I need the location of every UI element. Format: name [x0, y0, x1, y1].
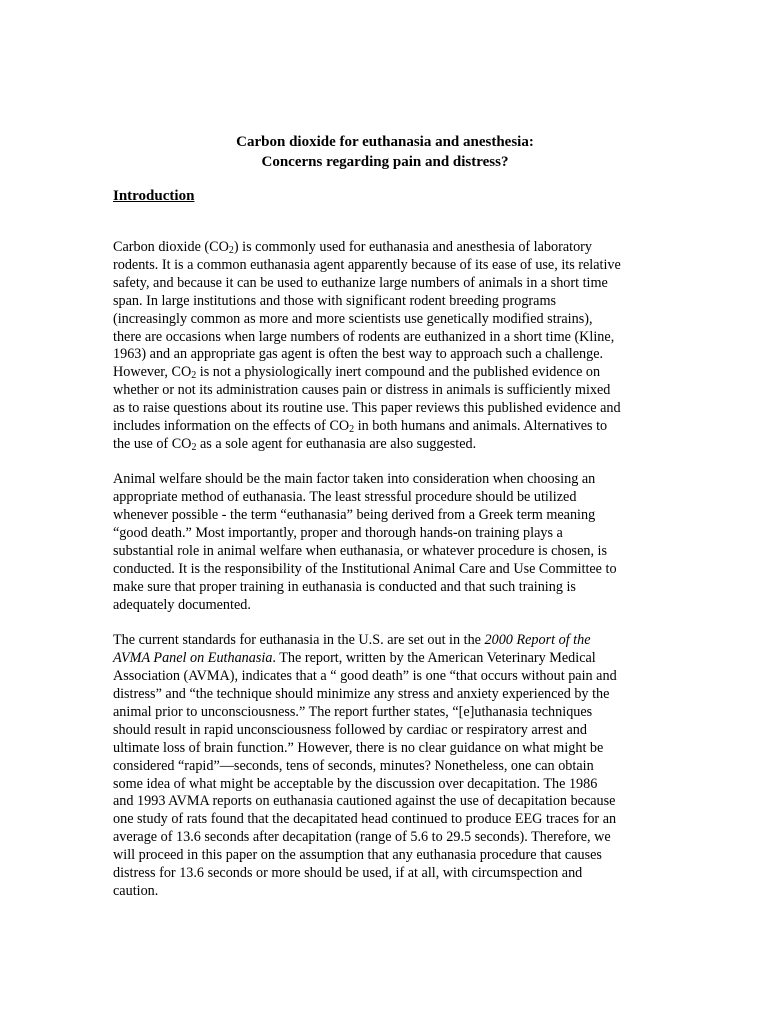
text-fragment: The current standards for euthanasia in the U.S. are set out in the: [113, 632, 485, 649]
text-line: safety, and because it can be used to euthanize large numbers of animals in a short time: [113, 274, 608, 291]
co2-symbol: CO: [171, 435, 192, 452]
text-line: [113, 436, 658, 454]
document-title: [0, 132, 770, 172]
co2-symbol: CO: [209, 239, 229, 255]
text-line: Animal welfare should be the main factor taken into consideration when choosing an: [113, 471, 596, 488]
text-line: [113, 650, 658, 668]
text-line: ultimate loss of brain function.” However, there is no clear guidance on what might be: [113, 739, 604, 756]
text-line: adequately documented.: [113, 596, 251, 613]
text-line: caution.: [113, 883, 159, 899]
text-line: there are occasions when large numbers of rodents are euthanized in a short time (Kline,: [113, 328, 615, 345]
paragraph-2: [113, 471, 658, 614]
co2-formula: [172, 436, 197, 452]
text-line: some idea of what might be acceptable by the discussion over decapitation. The 1986: [113, 775, 598, 792]
title-line-1: Carbon dioxide for euthanasia and anesthesia:: [236, 134, 534, 150]
text-line: appropriate method of euthanasia. The least stressful procedure should be utilized: [113, 489, 577, 506]
co2-subscript: 2: [191, 370, 197, 382]
paragraph-1: [113, 239, 658, 454]
text-fragment: in both humans and animals. Alternatives to: [354, 418, 608, 435]
text-line: “good death.” Most importantly, proper and thorough hands-on training plays a: [113, 525, 563, 542]
text-line: make sure that proper training in euthanasia is conducted and that such training is: [113, 578, 576, 595]
text-fragment: is not a physiologically inert compound and the published evidence on: [196, 364, 601, 381]
text-line: 1963) and an appropriate gas agent is often the best way to approach such a challenge.: [113, 346, 604, 363]
document-body: [113, 239, 658, 919]
text-line: should result in rapid unconsciousness followed by cardiac or respiratory arrest and: [113, 721, 587, 738]
text-fragment: as a sole agent for euthanasia are also suggested.: [196, 435, 477, 452]
co2-subscript: 2: [228, 245, 234, 256]
co2-symbol: CO: [171, 364, 192, 381]
paragraph-3: [113, 632, 658, 901]
co2-symbol: CO: [329, 418, 350, 435]
co2-formula: [329, 418, 354, 434]
text-line: considered “rapid”—seconds, tens of seconds, minutes? Nonetheless, one can obtain: [113, 757, 594, 774]
text-line: [113, 632, 658, 650]
title-line-2: Concerns regarding pain and distress?: [261, 154, 509, 170]
text-line: and 1993 AVMA reports on euthanasia cautioned against the use of decapitation because: [113, 793, 616, 810]
text-fragment: ) is commonly used for euthanasia and anesthesia of laboratory: [233, 239, 592, 255]
text-fragment: includes information on the effects of: [113, 418, 330, 435]
report-title-italic: 2000 Report of the: [484, 632, 591, 649]
text-line: whenever possible - the term “euthanasia” being derived from a Greek term meaning: [113, 507, 596, 524]
text-line: animal prior to unconsciousness.” The report further states, “[e]uthanasia techniques: [113, 703, 593, 720]
text-line: span. In large institutions and those with significant rodent breeding programs: [113, 292, 557, 309]
text-line: substantial role in animal welfare when euthanasia, or whatever procedure is chosen, is: [113, 543, 608, 560]
co2-formula: [209, 239, 234, 255]
text-fragment: Carbon dioxide (: [113, 239, 210, 255]
text-line: rodents. It is a common euthanasia agent apparently because of its ease of use, its relative: [113, 256, 621, 273]
text-line: average of 13.6 seconds after decapitation (range of 5.6 to 29.5 seconds). Therefore, we: [113, 829, 611, 846]
co2-formula: [172, 364, 197, 380]
text-line: one study of rats found that the decapitated head continued to produce EEG traces for an: [113, 811, 617, 828]
text-line: conducted. It is the responsibility of the Institutional Animal Care and Use Committee to: [113, 561, 617, 577]
text-fragment: the use of: [113, 435, 172, 452]
text-line: [113, 418, 658, 436]
co2-subscript: 2: [191, 441, 197, 453]
section-heading-introduction: Introduction: [113, 188, 195, 204]
text-line: as to raise questions about its routine use. This paper reviews this published evidence and: [113, 400, 621, 417]
text-line: Association (AVMA), indicates that a “ good death” is one “that occurs without pain and: [113, 668, 617, 685]
text-line: (increasingly common as more and more scientists use genetically modified strains),: [113, 310, 593, 327]
co2-subscript: 2: [349, 424, 355, 436]
text-line: distress for 13.6 seconds or more should be used, if at all, with circumspection and: [113, 865, 583, 882]
text-line: whether or not its administration causes pain or distress in animals is sufficiently mixed: [113, 382, 611, 399]
report-title-italic: AVMA Panel on Euthanasia: [113, 650, 273, 667]
text-line: distress” and “the technique should minimize any stress and anxiety experienced by the: [113, 686, 610, 703]
text-line: will proceed in this paper on the assumption that any euthanasia procedure that causes: [113, 847, 602, 864]
text-line: [113, 239, 658, 257]
text-fragment: However,: [113, 364, 172, 381]
text-fragment: . The report, written by the American Veterinary Medical: [272, 650, 596, 667]
text-line: [113, 364, 658, 382]
